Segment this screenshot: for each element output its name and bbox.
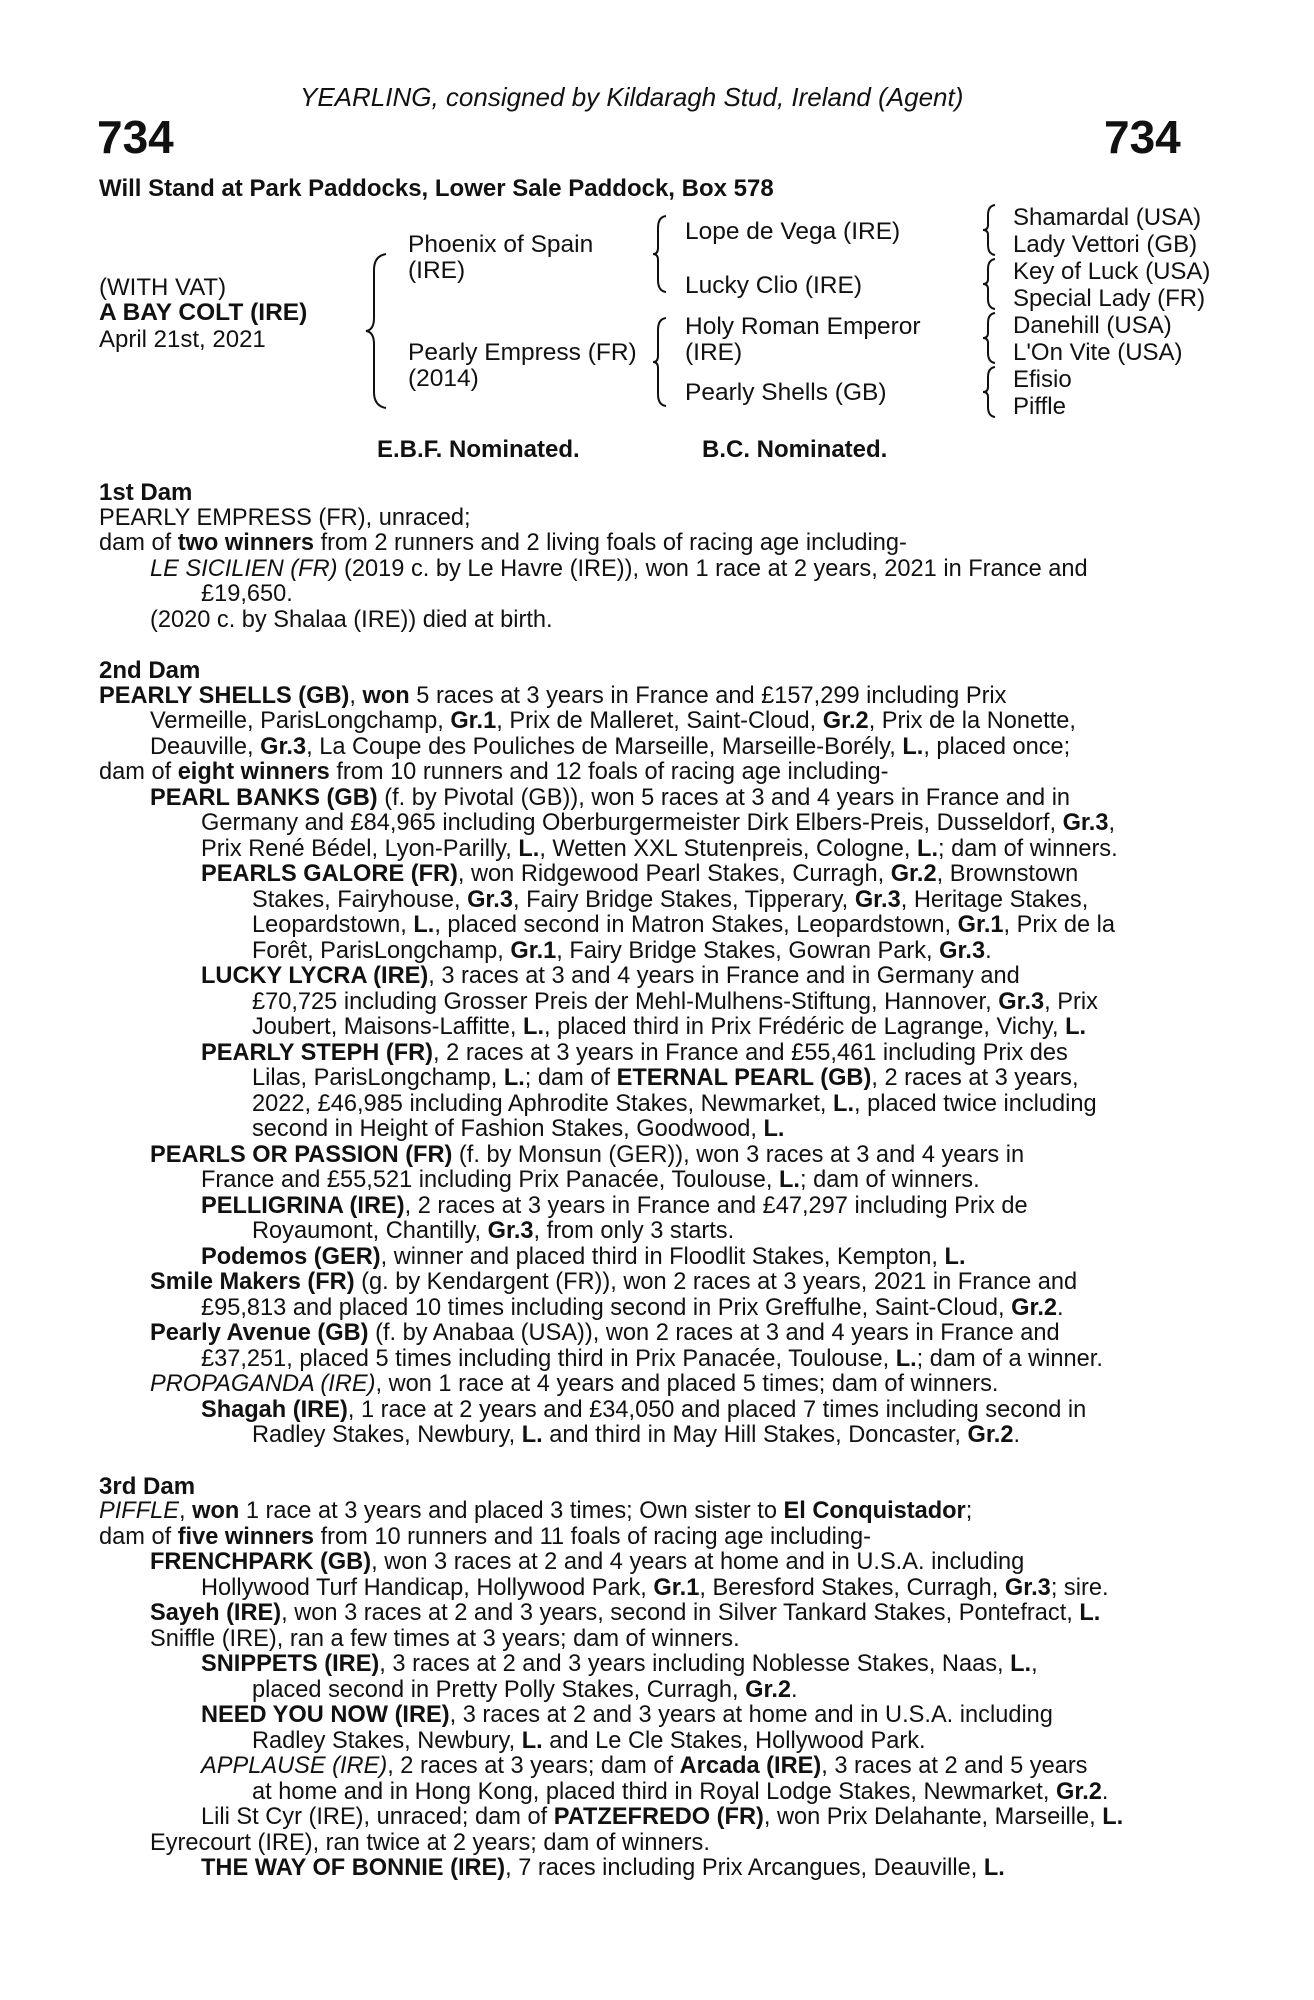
text-run: LE SICILIEN (FR) bbox=[150, 555, 338, 582]
text-run: , 2 races at 3 years, bbox=[871, 1065, 1079, 1091]
text-line bbox=[99, 1219, 1201, 1245]
text-run: , placed once; bbox=[923, 733, 1071, 760]
text-run: FRENCHPARK (GB) bbox=[150, 1549, 372, 1575]
text-line bbox=[99, 1550, 1201, 1576]
text-run: , 3 races at 2 and 3 years including Noblesse Stakes, Naas, bbox=[379, 1651, 1011, 1677]
text-run: Gr.3 bbox=[854, 886, 901, 913]
text-run: , won 1 race at 4 years and placed 5 times; dam of winners. bbox=[375, 1371, 999, 1397]
text-run: Gr.2 bbox=[967, 1422, 1014, 1448]
text-line bbox=[99, 1729, 1201, 1755]
text-run: PEARLY SHELLS (GB) bbox=[99, 682, 350, 709]
text-run: L. bbox=[895, 1345, 917, 1372]
text-run: NEED YOU NOW (IRE) bbox=[201, 1702, 450, 1728]
text-run: Germany and £84,965 including Oberburgermeister Dirk Elbers-Preis, Dusseldorf, bbox=[201, 810, 1063, 836]
text-run: Radley Stakes, Newbury, bbox=[252, 1727, 522, 1754]
text-run: L. bbox=[523, 1014, 544, 1040]
text-run: Stakes, Fairyhouse, bbox=[252, 886, 468, 913]
pedigree-bracket-gen1 bbox=[362, 252, 392, 410]
text-run: ; dam of winners. bbox=[938, 835, 1118, 862]
pedigree-sire-sire: Lope de Vega (IRE) bbox=[685, 218, 901, 245]
lot-number-right: 734 bbox=[1104, 111, 1181, 163]
text-run: L. bbox=[521, 1727, 543, 1754]
text-line bbox=[99, 1831, 1201, 1857]
text-run: 2022, £46,985 including Aphrodite Stakes, Newmarket, bbox=[252, 1090, 834, 1117]
text-line bbox=[99, 1601, 1201, 1627]
text-run: dam of bbox=[99, 530, 178, 556]
text-run: Royaumont, Chantilly, bbox=[252, 1218, 488, 1244]
text-line bbox=[99, 1168, 1201, 1194]
text-run: ETERNAL PEARL (GB) bbox=[616, 1065, 872, 1091]
text-run: Joubert, Maisons-Laffitte, bbox=[252, 1014, 524, 1040]
text-run: L. bbox=[413, 912, 435, 938]
text-run: , won Ridgewood Pearl Stakes, Curragh, bbox=[457, 861, 891, 887]
text-run: from 10 runners and 11 foals of racing age including- bbox=[314, 1523, 872, 1550]
text-run: L. bbox=[503, 1065, 525, 1091]
text-line bbox=[99, 1754, 1201, 1780]
text-line bbox=[99, 888, 1201, 914]
text-run: , La Coupe des Pouliches de Marseille, Marseille-Borély, bbox=[306, 733, 903, 760]
pedigree-bracket-g3c bbox=[980, 311, 1000, 365]
text-run: and Le Cle Stakes, Hollywood Park. bbox=[542, 1727, 926, 1754]
text-run: L. bbox=[983, 1855, 1005, 1881]
text-run: , 3 races at 2 and 5 years bbox=[821, 1753, 1088, 1779]
pedigree-dam: Pearly Empress (FR) (2014) bbox=[408, 339, 637, 392]
text-run: Prix René Bédel, Lyon-Parilly, bbox=[201, 835, 519, 862]
text-run: five winners bbox=[177, 1523, 315, 1550]
text-run: Gr.1 bbox=[510, 937, 557, 964]
text-run: , bbox=[1031, 1651, 1038, 1677]
text-run: (f. by Pivotal (GB)), won 5 races at 3 and 4 years in France and in bbox=[377, 784, 1071, 811]
text-run: Sniffle (IRE), ran a few times at 3 years; dam of winners. bbox=[150, 1625, 740, 1652]
text-run: L. bbox=[1102, 1804, 1124, 1830]
text-run: ; dam of bbox=[524, 1065, 617, 1091]
text-run: Gr.1 bbox=[957, 912, 1004, 938]
text-run: , 3 races at 2 and 3 years at home and in U.S.A. including bbox=[449, 1702, 1053, 1728]
text-run: (2019 c. by Le Havre (IRE)), won 1 race at 2 years, 2021 in France and bbox=[337, 555, 1088, 582]
text-run: SNIPPETS (IRE) bbox=[201, 1651, 380, 1677]
text-line bbox=[99, 1245, 1201, 1271]
text-line bbox=[99, 1117, 1201, 1143]
text-line bbox=[99, 1270, 1201, 1296]
text-run: (f. by Monsun (GER)), won 3 races at 3 and 4 years in bbox=[452, 1141, 1025, 1168]
text-run: , won Prix Delahante, Marseille, bbox=[763, 1804, 1103, 1830]
text-run: PEARLY EMPRESS (FR), unraced; bbox=[99, 504, 471, 531]
text-line bbox=[99, 760, 1201, 786]
text-line bbox=[99, 608, 1201, 634]
text-run: 5 races at 3 years in France and £157,299 including Prix bbox=[409, 682, 1007, 709]
text-run: Lili St Cyr (IRE), unraced; dam of bbox=[201, 1804, 554, 1830]
text-line bbox=[99, 1703, 1201, 1729]
text-line bbox=[99, 1143, 1201, 1169]
text-run: Hollywood Turf Handicap, Hollywood Park, bbox=[201, 1574, 654, 1601]
text-line bbox=[99, 1321, 1201, 1347]
text-run: . bbox=[791, 1676, 798, 1703]
lot-number-left: 734 bbox=[97, 111, 174, 163]
section-heading: 3rd Dam bbox=[99, 1472, 196, 1500]
text-line bbox=[99, 684, 1201, 710]
text-line bbox=[99, 939, 1201, 965]
text-line bbox=[99, 1525, 1201, 1551]
text-run: £37,251, placed 5 times including third in Prix Panacée, Toulouse, bbox=[201, 1345, 896, 1372]
text-line bbox=[99, 990, 1201, 1016]
text-run: L. bbox=[1079, 1600, 1101, 1626]
pedigree-dam-dam: Pearly Shells (GB) bbox=[685, 379, 887, 406]
text-line bbox=[99, 1805, 1201, 1831]
text-run: Gr.3 bbox=[998, 988, 1045, 1015]
text-line bbox=[99, 1194, 1201, 1220]
text-line bbox=[99, 735, 1201, 761]
text-line bbox=[99, 1015, 1201, 1041]
text-run: . bbox=[1057, 1294, 1064, 1321]
text-run: Gr.1 bbox=[450, 708, 497, 734]
text-run: L. bbox=[902, 733, 924, 760]
text-run: L. bbox=[779, 1167, 800, 1193]
text-run: APPLAUSE (IRE) bbox=[201, 1753, 388, 1779]
text-run: , Prix bbox=[1044, 988, 1098, 1015]
text-run: Gr.2 bbox=[745, 1676, 792, 1703]
section-gap bbox=[99, 633, 1201, 658]
text-run: , 2 races at 3 years in France and £55,461 including Prix des bbox=[433, 1039, 1068, 1066]
text-line bbox=[99, 1347, 1201, 1373]
stand-location: Will Stand at Park Paddocks, Lower Sale Paddock, Box 578 bbox=[99, 175, 774, 202]
text-line bbox=[99, 1066, 1201, 1092]
text-line bbox=[99, 1499, 1201, 1525]
text-run: second in Height of Fashion Stakes, Goodwood, bbox=[252, 1116, 764, 1142]
text-line bbox=[99, 913, 1201, 939]
text-run: £19,650. bbox=[201, 581, 293, 607]
text-run: Gr.3 bbox=[1004, 1574, 1051, 1601]
pedigree-gen3: Shamardal (USA) Lady Vettori (GB) Key of Luck (USA) Special Lady (FR) Danehill (USA) L'On Vite (USA) Efisio Piffle bbox=[1013, 204, 1211, 420]
text-run: , 3 races at 3 and 4 years in France and in Germany and bbox=[428, 963, 1020, 989]
text-run: two winners bbox=[177, 530, 315, 556]
text-run: . bbox=[1013, 1422, 1021, 1448]
text-run: Gr.3 bbox=[467, 886, 513, 913]
pedigree-bracket-g3a bbox=[980, 203, 1000, 257]
text-run: dam of bbox=[99, 1523, 178, 1550]
text-run: from 10 runners and 12 foals of racing age including- bbox=[329, 759, 889, 785]
text-run: L. bbox=[518, 835, 540, 862]
text-run: , Brownstown bbox=[936, 861, 1079, 887]
text-run: £70,725 including Grosser Preis der Mehl-Mulhens-Stiftung, Hannover, bbox=[252, 988, 999, 1015]
text-line bbox=[99, 1856, 1201, 1882]
vat-label: (WITH VAT) bbox=[99, 274, 227, 301]
text-run: ; bbox=[965, 1498, 973, 1524]
text-run: Gr.1 bbox=[653, 1574, 700, 1601]
text-run: eight winners bbox=[177, 759, 330, 785]
text-run: PEARLY STEPH (FR) bbox=[201, 1039, 434, 1066]
text-run: from 2 runners and 2 living foals of racing age including- bbox=[314, 530, 907, 556]
text-run: Arcada (IRE) bbox=[679, 1753, 822, 1779]
text-line bbox=[99, 1423, 1201, 1449]
text-run: , Prix de Malleret, Saint-Cloud, bbox=[496, 708, 823, 734]
text-run: THE WAY OF BONNIE (IRE) bbox=[201, 1855, 506, 1881]
text-run: Smile Makers (FR) bbox=[150, 1269, 355, 1295]
text-line bbox=[99, 1041, 1201, 1067]
text-run: , 2 races at 3 years; dam of bbox=[387, 1753, 680, 1779]
text-run: , Wetten XXL Stutenpreis, Cologne, bbox=[539, 835, 918, 862]
text-run: , placed third in Prix Frédéric de Lagrange, Vichy, bbox=[544, 1014, 1066, 1040]
horse-name: A BAY COLT (IRE) bbox=[99, 299, 308, 326]
text-run: Lilas, ParisLongchamp, bbox=[252, 1065, 504, 1091]
text-run: Gr.2 bbox=[1055, 1778, 1102, 1805]
text-line bbox=[99, 506, 1201, 532]
text-run: , Beresford Stakes, Curragh, bbox=[699, 1574, 1005, 1601]
text-run: , 2 races at 3 years in France and £47,297 including Prix de bbox=[404, 1192, 1028, 1219]
text-run: at home and in Hong Kong, placed third in Royal Lodge Stakes, Newmarket, bbox=[252, 1778, 1056, 1805]
text-run: Vermeille, ParisLongchamp, bbox=[150, 708, 451, 734]
text-run: , Heritage Stakes, bbox=[900, 886, 1089, 913]
text-run: L. bbox=[944, 1243, 966, 1270]
text-run: Forêt, ParisLongchamp, bbox=[252, 937, 511, 964]
text-run: won bbox=[362, 682, 410, 709]
text-run: , won 3 races at 2 and 3 years, second in Silver Tankard Stakes, Pontefract, bbox=[281, 1600, 1080, 1626]
text-run: , from only 3 starts. bbox=[533, 1218, 735, 1244]
pedigree-sire-dam: Lucky Clio (IRE) bbox=[685, 272, 862, 299]
text-run: (f. by Anabaa (USA)), won 2 races at 3 and 4 years in France and bbox=[368, 1320, 1060, 1346]
text-run: placed second in Pretty Polly Stakes, Curragh, bbox=[252, 1676, 746, 1703]
section-gap bbox=[99, 1449, 1201, 1474]
text-run: , Fairy Bridge Stakes, Gowran Park, bbox=[556, 937, 940, 964]
text-line bbox=[99, 1372, 1201, 1398]
text-line bbox=[99, 1296, 1201, 1322]
consignor-line: YEARLING, consigned by Kildaragh Stud, Ireland (Agent) bbox=[300, 82, 964, 112]
ebf-nomination: E.B.F. Nominated. bbox=[377, 436, 580, 463]
text-line bbox=[99, 1627, 1201, 1653]
text-run: Deauville, bbox=[150, 733, 261, 760]
text-run: , Prix de la Nonette, bbox=[868, 708, 1076, 734]
text-run: , 7 races including Prix Arcangues, Deauville, bbox=[505, 1855, 984, 1881]
text-run: won bbox=[192, 1498, 240, 1524]
text-line bbox=[99, 1678, 1201, 1704]
text-run: 1 race at 3 years and placed 3 times; Own sister to bbox=[239, 1498, 784, 1524]
text-run: Eyrecourt (IRE), ran twice at 2 years; dam of winners. bbox=[150, 1829, 710, 1856]
text-run: , Fairy Bridge Stakes, Tipperary, bbox=[513, 886, 855, 913]
pedigree-sire: Phoenix of Spain (IRE) bbox=[408, 231, 594, 284]
text-run: Pearly Avenue (GB) bbox=[150, 1320, 369, 1346]
text-line bbox=[99, 1576, 1201, 1602]
text-run: dam of bbox=[99, 759, 178, 785]
text-run: El Conquistador bbox=[783, 1498, 966, 1524]
text-line bbox=[99, 531, 1201, 557]
text-run: L. bbox=[833, 1090, 854, 1117]
bc-nomination: B.C. Nominated. bbox=[702, 436, 888, 463]
text-run: and third in May Hill Stakes, Doncaster, bbox=[542, 1422, 968, 1448]
text-run: Shagah (IRE) bbox=[201, 1396, 348, 1423]
text-run: , bbox=[178, 1498, 193, 1524]
text-run: Gr.3 bbox=[1062, 810, 1109, 836]
text-run: , bbox=[1108, 810, 1116, 836]
pedigree-bracket-g3d bbox=[980, 365, 1000, 419]
pedigree-bracket-g3b bbox=[980, 257, 1000, 311]
text-run: , Prix de la bbox=[1003, 912, 1116, 938]
text-run: Gr.3 bbox=[260, 733, 307, 760]
text-run: L. bbox=[917, 835, 938, 862]
text-run: , won 3 races at 2 and 4 years at home and in U.S.A. including bbox=[371, 1549, 1025, 1575]
text-run: ; sire. bbox=[1050, 1574, 1109, 1601]
text-run: L. bbox=[521, 1422, 543, 1448]
text-line bbox=[99, 557, 1201, 583]
text-run: Gr.3 bbox=[939, 937, 986, 964]
text-run: PEARLS OR PASSION (FR) bbox=[150, 1141, 453, 1168]
text-run: Radley Stakes, Newbury, bbox=[252, 1422, 522, 1448]
text-line bbox=[99, 811, 1201, 837]
text-run: Sayeh (IRE) bbox=[150, 1600, 282, 1626]
text-line bbox=[99, 709, 1201, 735]
text-run: . bbox=[1101, 1778, 1109, 1805]
text-line bbox=[99, 582, 1201, 608]
text-run: L. bbox=[1010, 1651, 1032, 1677]
text-run: Podemos (GER) bbox=[201, 1243, 381, 1270]
catalogue-pedigree-notes bbox=[99, 480, 1201, 1882]
text-line bbox=[99, 964, 1201, 990]
text-run: Gr.3 bbox=[487, 1218, 534, 1244]
pedigree-bracket-dam bbox=[650, 316, 670, 408]
text-run: PELLIGRINA (IRE) bbox=[201, 1192, 405, 1219]
text-line bbox=[99, 1092, 1201, 1118]
section-heading: 2nd Dam bbox=[99, 657, 201, 684]
text-run: LUCKY LYCRA (IRE) bbox=[201, 963, 429, 989]
text-run: . bbox=[985, 937, 992, 964]
text-run: , winner and placed third in Floodlit Stakes, Kempton, bbox=[380, 1243, 945, 1270]
text-run: PATZEFREDO (FR) bbox=[553, 1804, 764, 1830]
text-run: , 1 race at 2 years and £34,050 and placed 7 times including second in bbox=[347, 1396, 1087, 1423]
text-run: £95,813 and placed 10 times including second in Prix Greffulhe, Saint-Cloud, bbox=[201, 1294, 1012, 1321]
text-run: PEARLS GALORE (FR) bbox=[201, 861, 458, 887]
text-run: ; dam of winners. bbox=[799, 1167, 980, 1193]
text-line bbox=[99, 1652, 1201, 1678]
text-run: PEARL BANKS (GB) bbox=[150, 784, 378, 811]
pedigree-dam-sire: Holy Roman Emperor (IRE) bbox=[685, 313, 921, 366]
text-line bbox=[99, 1780, 1201, 1806]
text-run: Gr.2 bbox=[890, 861, 937, 887]
text-run: Leopardstown, bbox=[252, 912, 414, 938]
section-heading: 1st Dam bbox=[99, 479, 193, 506]
text-line bbox=[99, 837, 1201, 863]
text-run: PIFFLE bbox=[99, 1498, 179, 1524]
text-line bbox=[99, 786, 1201, 812]
text-line bbox=[99, 1398, 1201, 1424]
text-run: Gr.2 bbox=[822, 708, 869, 734]
foaling-date: April 21st, 2021 bbox=[99, 326, 266, 353]
text-run: France and £55,521 including Prix Panacée, Toulouse, bbox=[201, 1167, 779, 1193]
text-run: L. bbox=[763, 1116, 785, 1142]
text-run: ; dam of a winner. bbox=[916, 1345, 1103, 1372]
text-run: (2020 c. by Shalaa (IRE)) died at birth. bbox=[150, 606, 553, 633]
text-run: PROPAGANDA (IRE) bbox=[150, 1371, 376, 1397]
pedigree-bracket-sire bbox=[650, 214, 670, 294]
text-run: , bbox=[349, 682, 363, 709]
text-run: (g. by Kendargent (FR)), won 2 races at 3 years, 2021 in France and bbox=[354, 1269, 1078, 1295]
text-run: Gr.2 bbox=[1011, 1294, 1058, 1321]
text-run: L. bbox=[1065, 1014, 1087, 1040]
text-line bbox=[99, 862, 1201, 888]
text-run: , placed second in Matron Stakes, Leopardstown, bbox=[434, 912, 958, 938]
text-run: , placed twice including bbox=[854, 1090, 1097, 1117]
